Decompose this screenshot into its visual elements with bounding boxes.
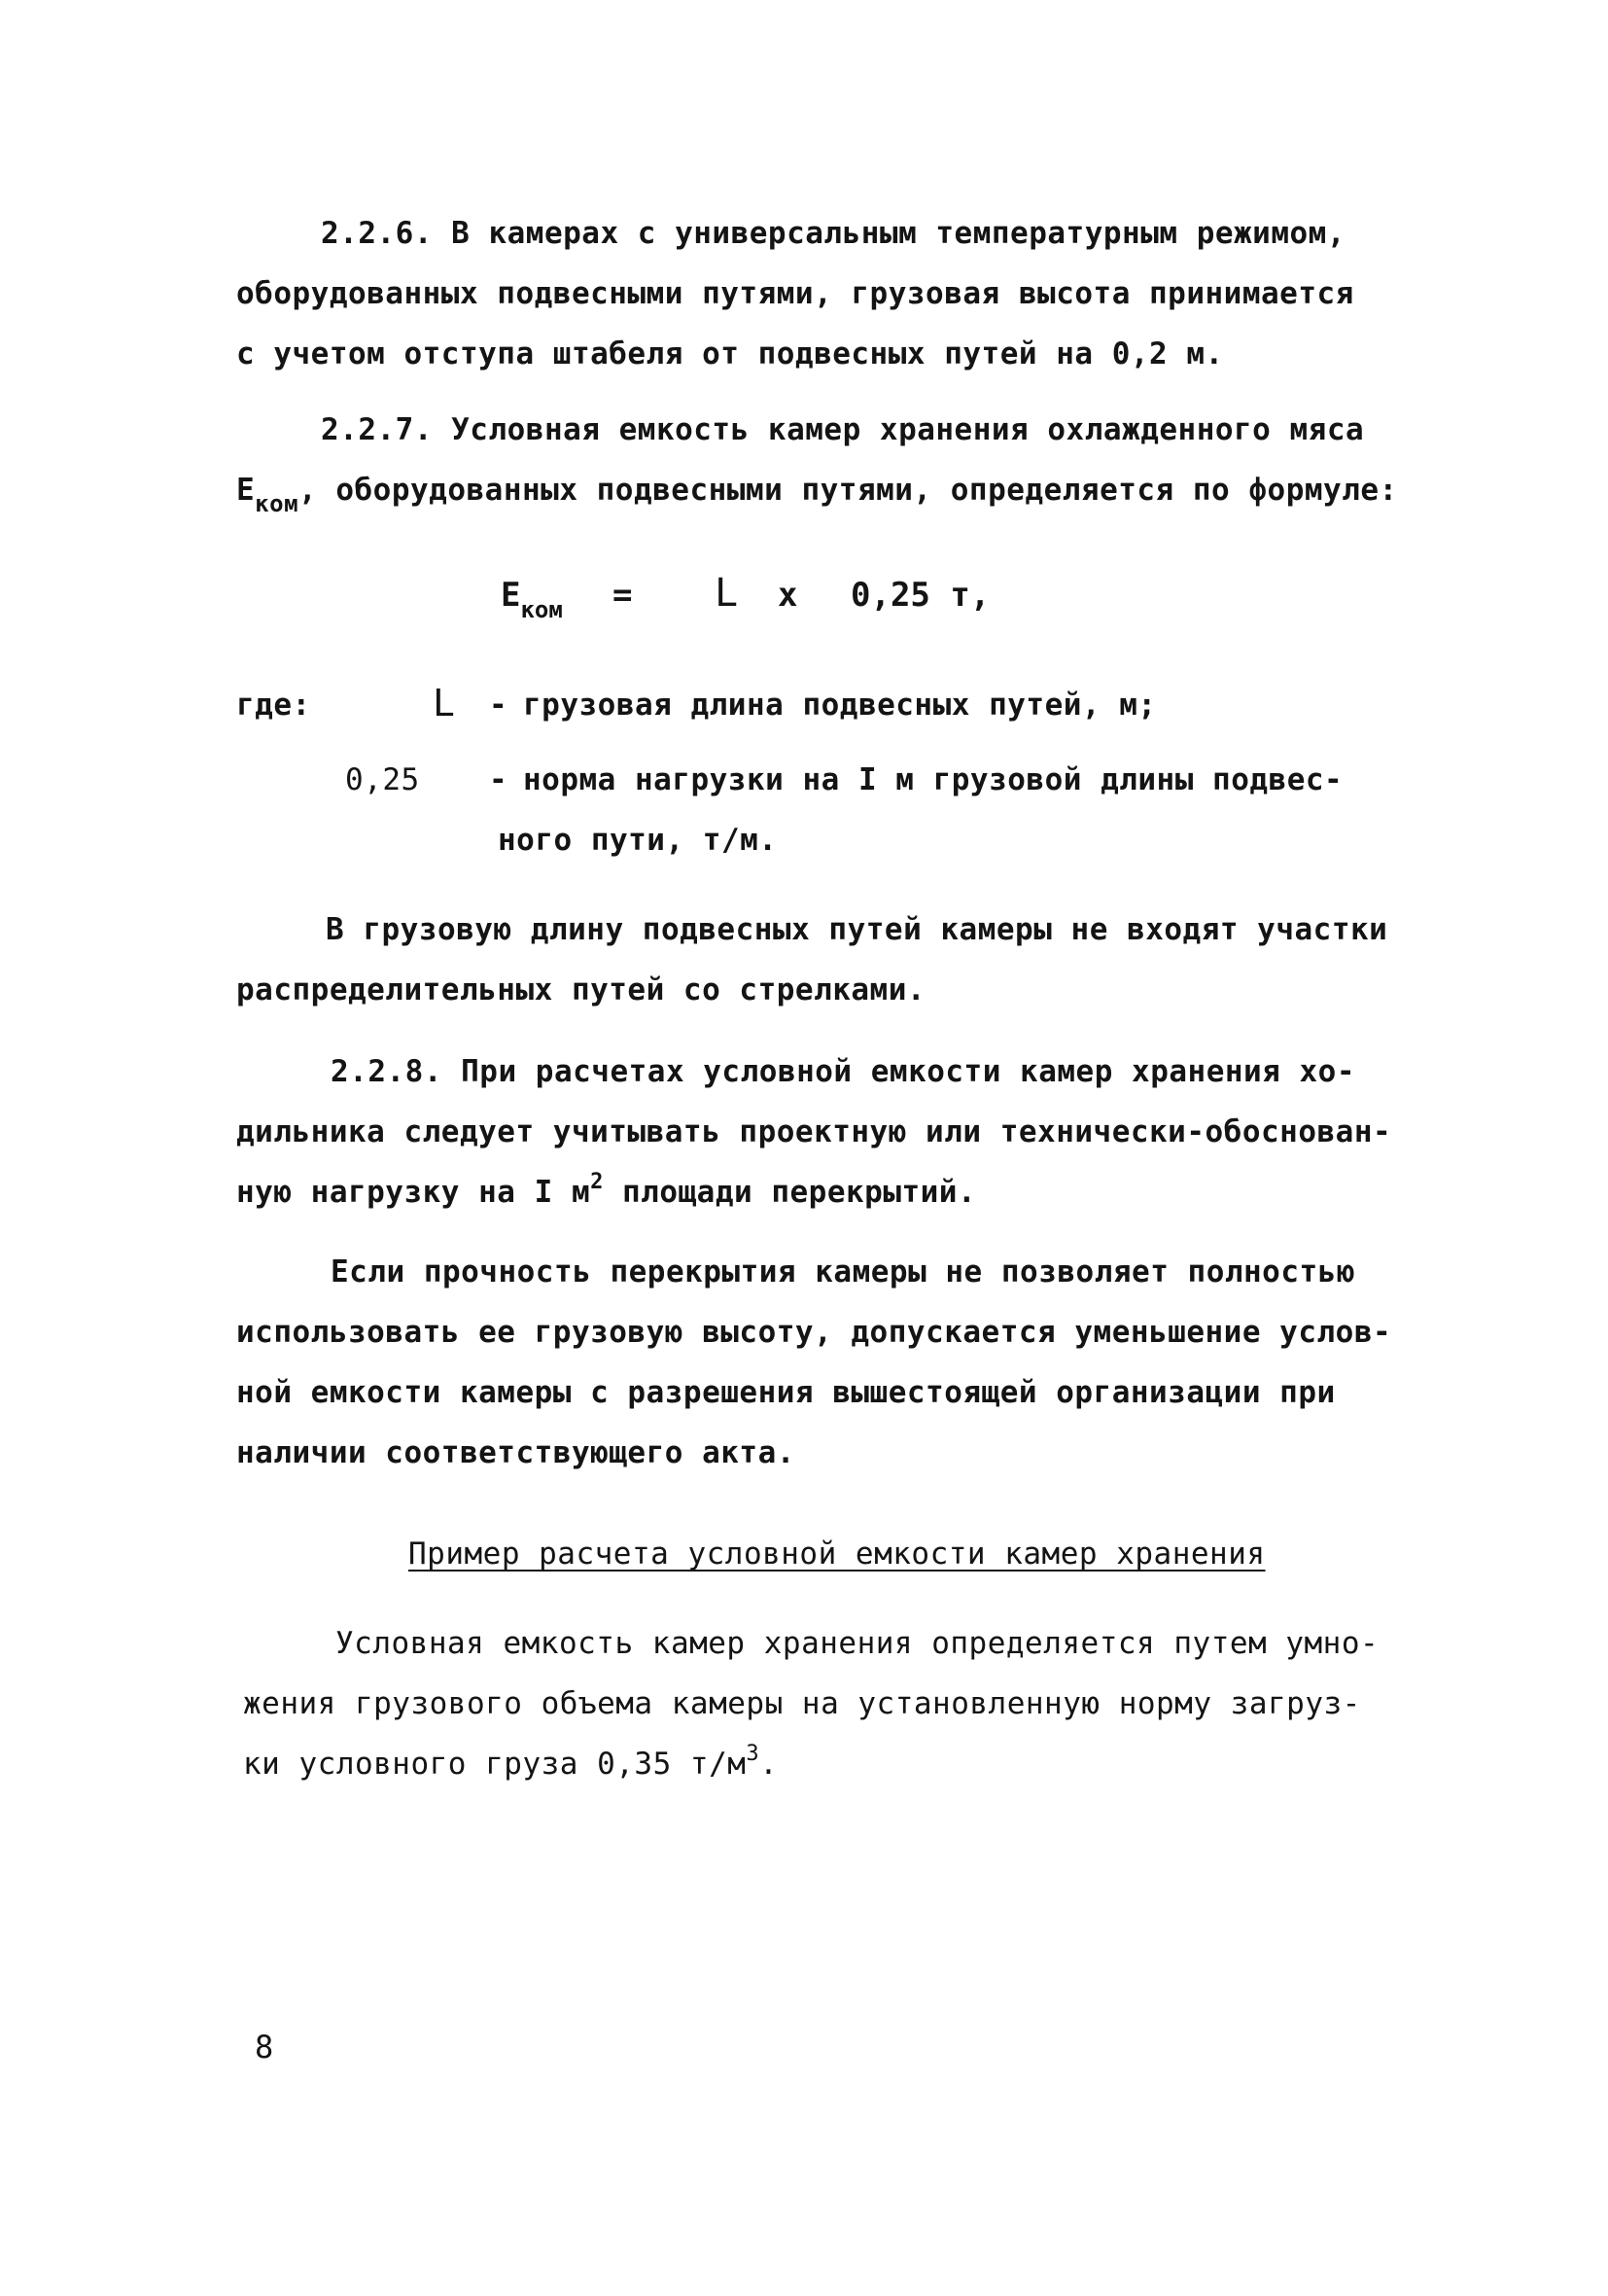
where-item-2-symbol: 0,25 xyxy=(345,762,420,797)
formula-lhs xyxy=(501,576,563,623)
s228-line-1: 2.2.8. При расчетах условной емкости камер хранения хо- xyxy=(331,1054,1355,1089)
formula-equals: = xyxy=(612,576,633,615)
example-heading: Пример расчета условной емкости камер хранения xyxy=(408,1537,1266,1572)
s226-line-1: 2.2.6. В камерах с универсальным температурным режимом, xyxy=(321,216,1346,251)
s227-line-2-rest: , оборудованных подвесными путями, определяется по формуле: xyxy=(298,473,1398,508)
para-strength-line-2: использовать ее грузовую высоту, допускается уменьшение услов- xyxy=(236,1315,1392,1350)
s226-line-2: оборудованных подвесными путями, грузовая высота принимается xyxy=(236,276,1354,311)
example-line-2: жения грузового объема камеры на установленную норму загруз- xyxy=(243,1686,1361,1721)
where-item-1-dash: - xyxy=(489,688,508,723)
example-line-3 xyxy=(243,1742,779,1782)
s228-line-3-post: площади перекрытий. xyxy=(603,1175,977,1210)
formula-coefficient: 0,25 т, xyxy=(851,576,991,615)
s227-line-2 xyxy=(236,473,1398,517)
s228-superscript: 2 xyxy=(590,1170,604,1194)
formula-operator: x xyxy=(778,576,798,615)
where-label: где: xyxy=(236,688,311,723)
para-strength-line-3: ной емкости камеры с разрешения вышестоящей организации при xyxy=(236,1375,1336,1410)
example-line-1: Условная емкость камер хранения определяется путем умно- xyxy=(335,1626,1380,1661)
para-track-line-2: распределительных путей со стрелками. xyxy=(236,972,926,1007)
example-superscript: 3 xyxy=(746,1742,760,1766)
s228-line-3 xyxy=(236,1170,977,1210)
example-line-3-pre: ки условного груза 0,35 т/м xyxy=(243,1747,747,1782)
where-item-1-text: грузовая длина подвесных путей, м; xyxy=(523,688,1157,723)
where-item-2-text: норма нагрузки на I м грузовой длины подвес- xyxy=(523,762,1344,797)
para-track-line-1: В грузовую длину подвесных путей камеры не входят участки xyxy=(326,912,1388,947)
s226-line-3: с учетом отступа штабеля от подвесных путей на 0,2 м. xyxy=(236,336,1224,371)
s228-line-3-pre: ную нагрузку на I м xyxy=(236,1175,591,1210)
s227-subscript: ком xyxy=(255,490,299,517)
formula-lhs-symbol: Е xyxy=(501,576,521,615)
formula-lhs-subscript: ком xyxy=(520,596,563,623)
example-line-3-post: . xyxy=(759,1747,779,1782)
s227-line-1: 2.2.7. Условная емкость камер хранения охлажденного мяса xyxy=(321,412,1365,447)
where-item-2-dash: - xyxy=(489,762,508,797)
where-item-1-symbol: L xyxy=(433,682,456,724)
para-strength-line-1: Если прочность перекрытия камеры не позволяет полностью xyxy=(331,1254,1355,1289)
s227-symbol: Е xyxy=(236,473,256,508)
formula-variable: L xyxy=(715,571,739,616)
para-strength-line-4: наличии соответствующего акта. xyxy=(236,1435,795,1470)
where-item-2-text-cont: ного пути, т/м. xyxy=(498,823,778,858)
page-number: 8 xyxy=(255,2029,274,2066)
s228-line-2: дильника следует учитывать проектную или технически-обоснован- xyxy=(236,1114,1392,1149)
